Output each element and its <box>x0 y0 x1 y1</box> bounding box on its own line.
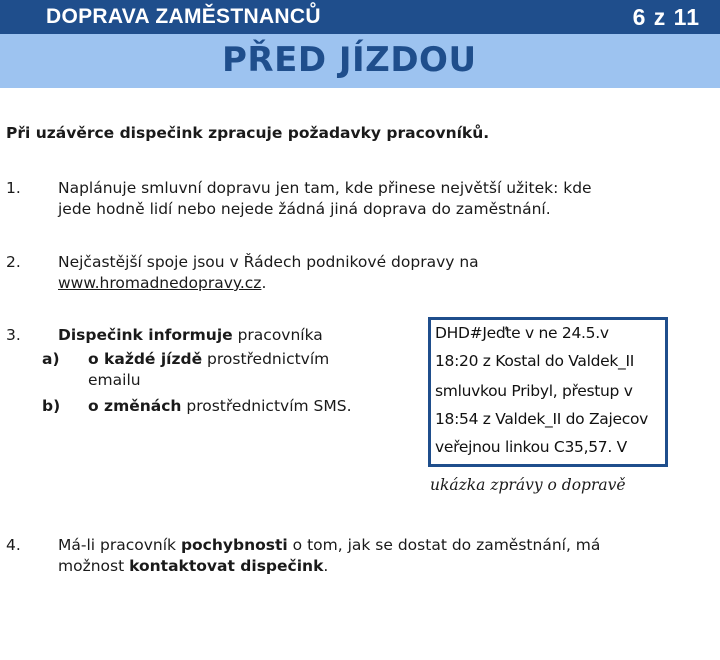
item-1-text <box>58 178 592 220</box>
item-3-rest: pracovníka <box>232 326 323 344</box>
item-3b-text <box>88 396 352 417</box>
item-3a-rest2: emailu <box>88 371 141 389</box>
item-3-bold: Dispečink informuje <box>58 326 233 344</box>
item-3a-bold: o každé jízdě <box>88 350 203 368</box>
page-counter: 6 z 11 <box>632 4 700 30</box>
sms-line-1: DHD#Jeďte v ne 24.5.v <box>435 324 609 342</box>
item-3b-rest: prostřednictvím SMS. <box>181 397 352 415</box>
section-title: DOPRAVA ZAMĚSTNANCŮ <box>46 5 321 28</box>
item-3a-text <box>88 349 329 391</box>
item-3b-letter: b) <box>42 397 61 415</box>
item-4-pre2: možnost <box>58 557 130 575</box>
item-2-line1: Nejčastější spoje jsou v Řádech podnikové dopravy na <box>58 253 479 271</box>
item-4-end: . <box>323 557 329 575</box>
item-4-number: 4. <box>6 536 21 554</box>
sms-example-box <box>428 317 668 467</box>
item-4-text <box>58 535 600 577</box>
sms-line-3: smluvkou Pribyl, přestup v <box>435 382 633 400</box>
website-link[interactable]: www.hromadnedopravy.cz <box>58 274 262 292</box>
item-2-period: . <box>261 274 267 292</box>
intro-text: Při uzávěrce dispečink zpracuje požadavky pracovníků. <box>6 124 490 142</box>
item-3b-bold: o změnách <box>88 397 182 415</box>
item-1-number: 1. <box>6 179 21 197</box>
item-1-line2: jede hodně lidí nebo nejede žádná jiná doprava do zaměstnání. <box>58 200 551 218</box>
item-2-number: 2. <box>6 253 21 271</box>
item-4-pre: Má-li pracovník <box>58 536 181 554</box>
item-4-bold1: pochybnosti <box>180 536 288 554</box>
sms-line-2: 18:20 z Kostal do Valdek_II <box>435 352 635 370</box>
subheader-bar <box>0 34 720 88</box>
sms-caption: ukázka zprávy o dopravě <box>430 476 626 494</box>
item-3-text <box>58 325 323 346</box>
sms-line-4: 18:54 z Valdek_II do Zajecov <box>435 410 649 428</box>
item-1-line1: Naplánuje smluvní dopravu jen tam, kde přinese největší užitek: kde <box>58 179 592 197</box>
slide-subtitle: PŘED JÍZDOU <box>222 40 477 80</box>
item-4-mid: o tom, jak se dostat do zaměstnání, má <box>287 536 601 554</box>
header-bar <box>0 0 720 34</box>
item-4-bold2: kontaktovat dispečink <box>129 557 324 575</box>
item-3a-letter: a) <box>42 350 60 368</box>
item-2-text <box>58 252 479 294</box>
sms-line-5: veřejnou linkou C35,57. V <box>435 438 627 456</box>
item-3-number: 3. <box>6 326 21 344</box>
item-3a-rest: prostřednictvím <box>202 350 330 368</box>
item-2-line2 <box>58 273 479 294</box>
